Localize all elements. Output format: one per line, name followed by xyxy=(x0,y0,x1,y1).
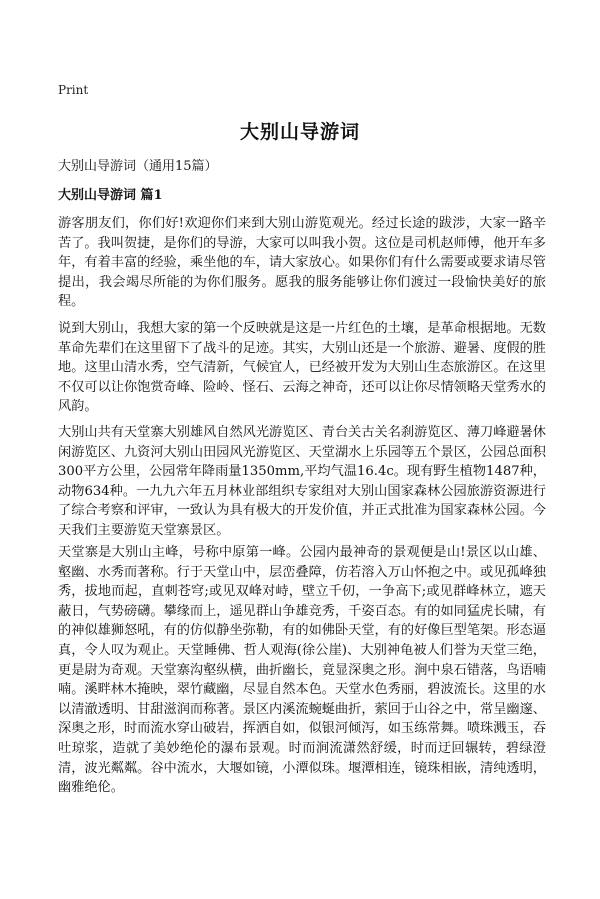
section-heading: 大别山导游词 篇1 xyxy=(58,188,163,203)
document-subtitle: 大别山导游词（通用15篇） xyxy=(58,159,218,174)
paragraph: 天堂寨是大别山主峰，号称中原第一峰。公园内最神奇的景观便是山!景区以山雄、壑幽、水秀而著称。行于天堂山中，层峦叠障，仿若溶入万山怀抱之中。或见孤峰独秀，拔地而起，直刺苍穹;或见双峰对峙，壁立千仞，一争高下;或见群峰林立，遮天蔽日，气势磅礴。攀缘而上，遥见群山争雄竞秀，千姿百态。有的如同猛虎长啸，有的神似雄狮怒吼，有的仿似静坐弥勒，有的如佛卧天堂，有的好像巨型笔架。形态逼真，令人叹为观止。天堂睡佛、哲人观海(徐公崖)、大别神龟被人们誉为天堂三绝，更是尉为奇观。天堂寨沟壑纵横，曲折幽长，竟显深奥之形。涧中泉石错落，鸟语喃喃。溪畔林木掩映，翠竹藏幽，尽显自然本色。天堂水色秀丽，碧波流长。这里的水以清澈透明、甘甜滋润而称著。景区内溪流蜿蜒曲折，萦回于山谷之中，常呈幽邃、深奥之形，时而流水穿山破岩，挥洒自如，似银河倾泻，如玉练常舞。喷珠溅玉，吞吐琼浆，造就了美妙绝伦的瀑布景观。时而涧流潇然舒缓，时而迂回辗转，碧绿澄清，波光粼粼。谷中流水，大堰如镜，小潭似珠。堰潭相连，镜珠相嵌，清纯透明，幽雅绝伦。 xyxy=(58,545,546,796)
paragraph: 说到大别山，我想大家的第一个反映就是这是一片红色的土壤，是革命根据地。无数革命先辈们在这里留下了战斗的足迹。其实，大别山还是一个旅游、避暑、度假的胜地。这里山清水秀，空气清新，气候宜人，已经被开发为大别山生态旅游区。在这里不仅可以让你饱赏奇峰、险岭、怪石、云海之神奇，还可以让你尽情领略天堂秀水的风韵。 xyxy=(58,321,546,415)
paragraph: 游客朋友们，你们好!欢迎你们来到大别山游览观光。经过长途的跋涉，大家一路辛苦了。我叫贺捷，是你们的导游，大家可以叫我小贺。这位是司机赵师傅，他开车多年，有着丰富的经验，乘坐他的车，请大家放心。如果你们有什么需要或要求请尽管提出，我会竭尽所能的为你们服务。愿我的服务能够让你们渡过一段愉快美好的旅程。 xyxy=(58,216,546,310)
page-title: 大别山导游词 xyxy=(239,121,360,143)
print-link[interactable]: Print xyxy=(58,83,89,97)
paragraph: 大别山共有天堂寨大别雄风自然风光游览区、青台关古关名刹游览区、薄刀峰避暑休闲游览区、九资河大别山田园风光游览区、天堂湖水上乐园等五个景区，公园总面积300平方公里，公园常年降雨量1350mm,平均气温16.4c。现有野生植物1487种，动物634种。一九九六年五月林业部组织专家组对大别山国家森林公园旅游资源进行了综合考察和评审，一致认为具有极大的开发价值，并正式批准为国家森林公园。今天我们主要游览天堂寨景区。 xyxy=(58,425,546,538)
